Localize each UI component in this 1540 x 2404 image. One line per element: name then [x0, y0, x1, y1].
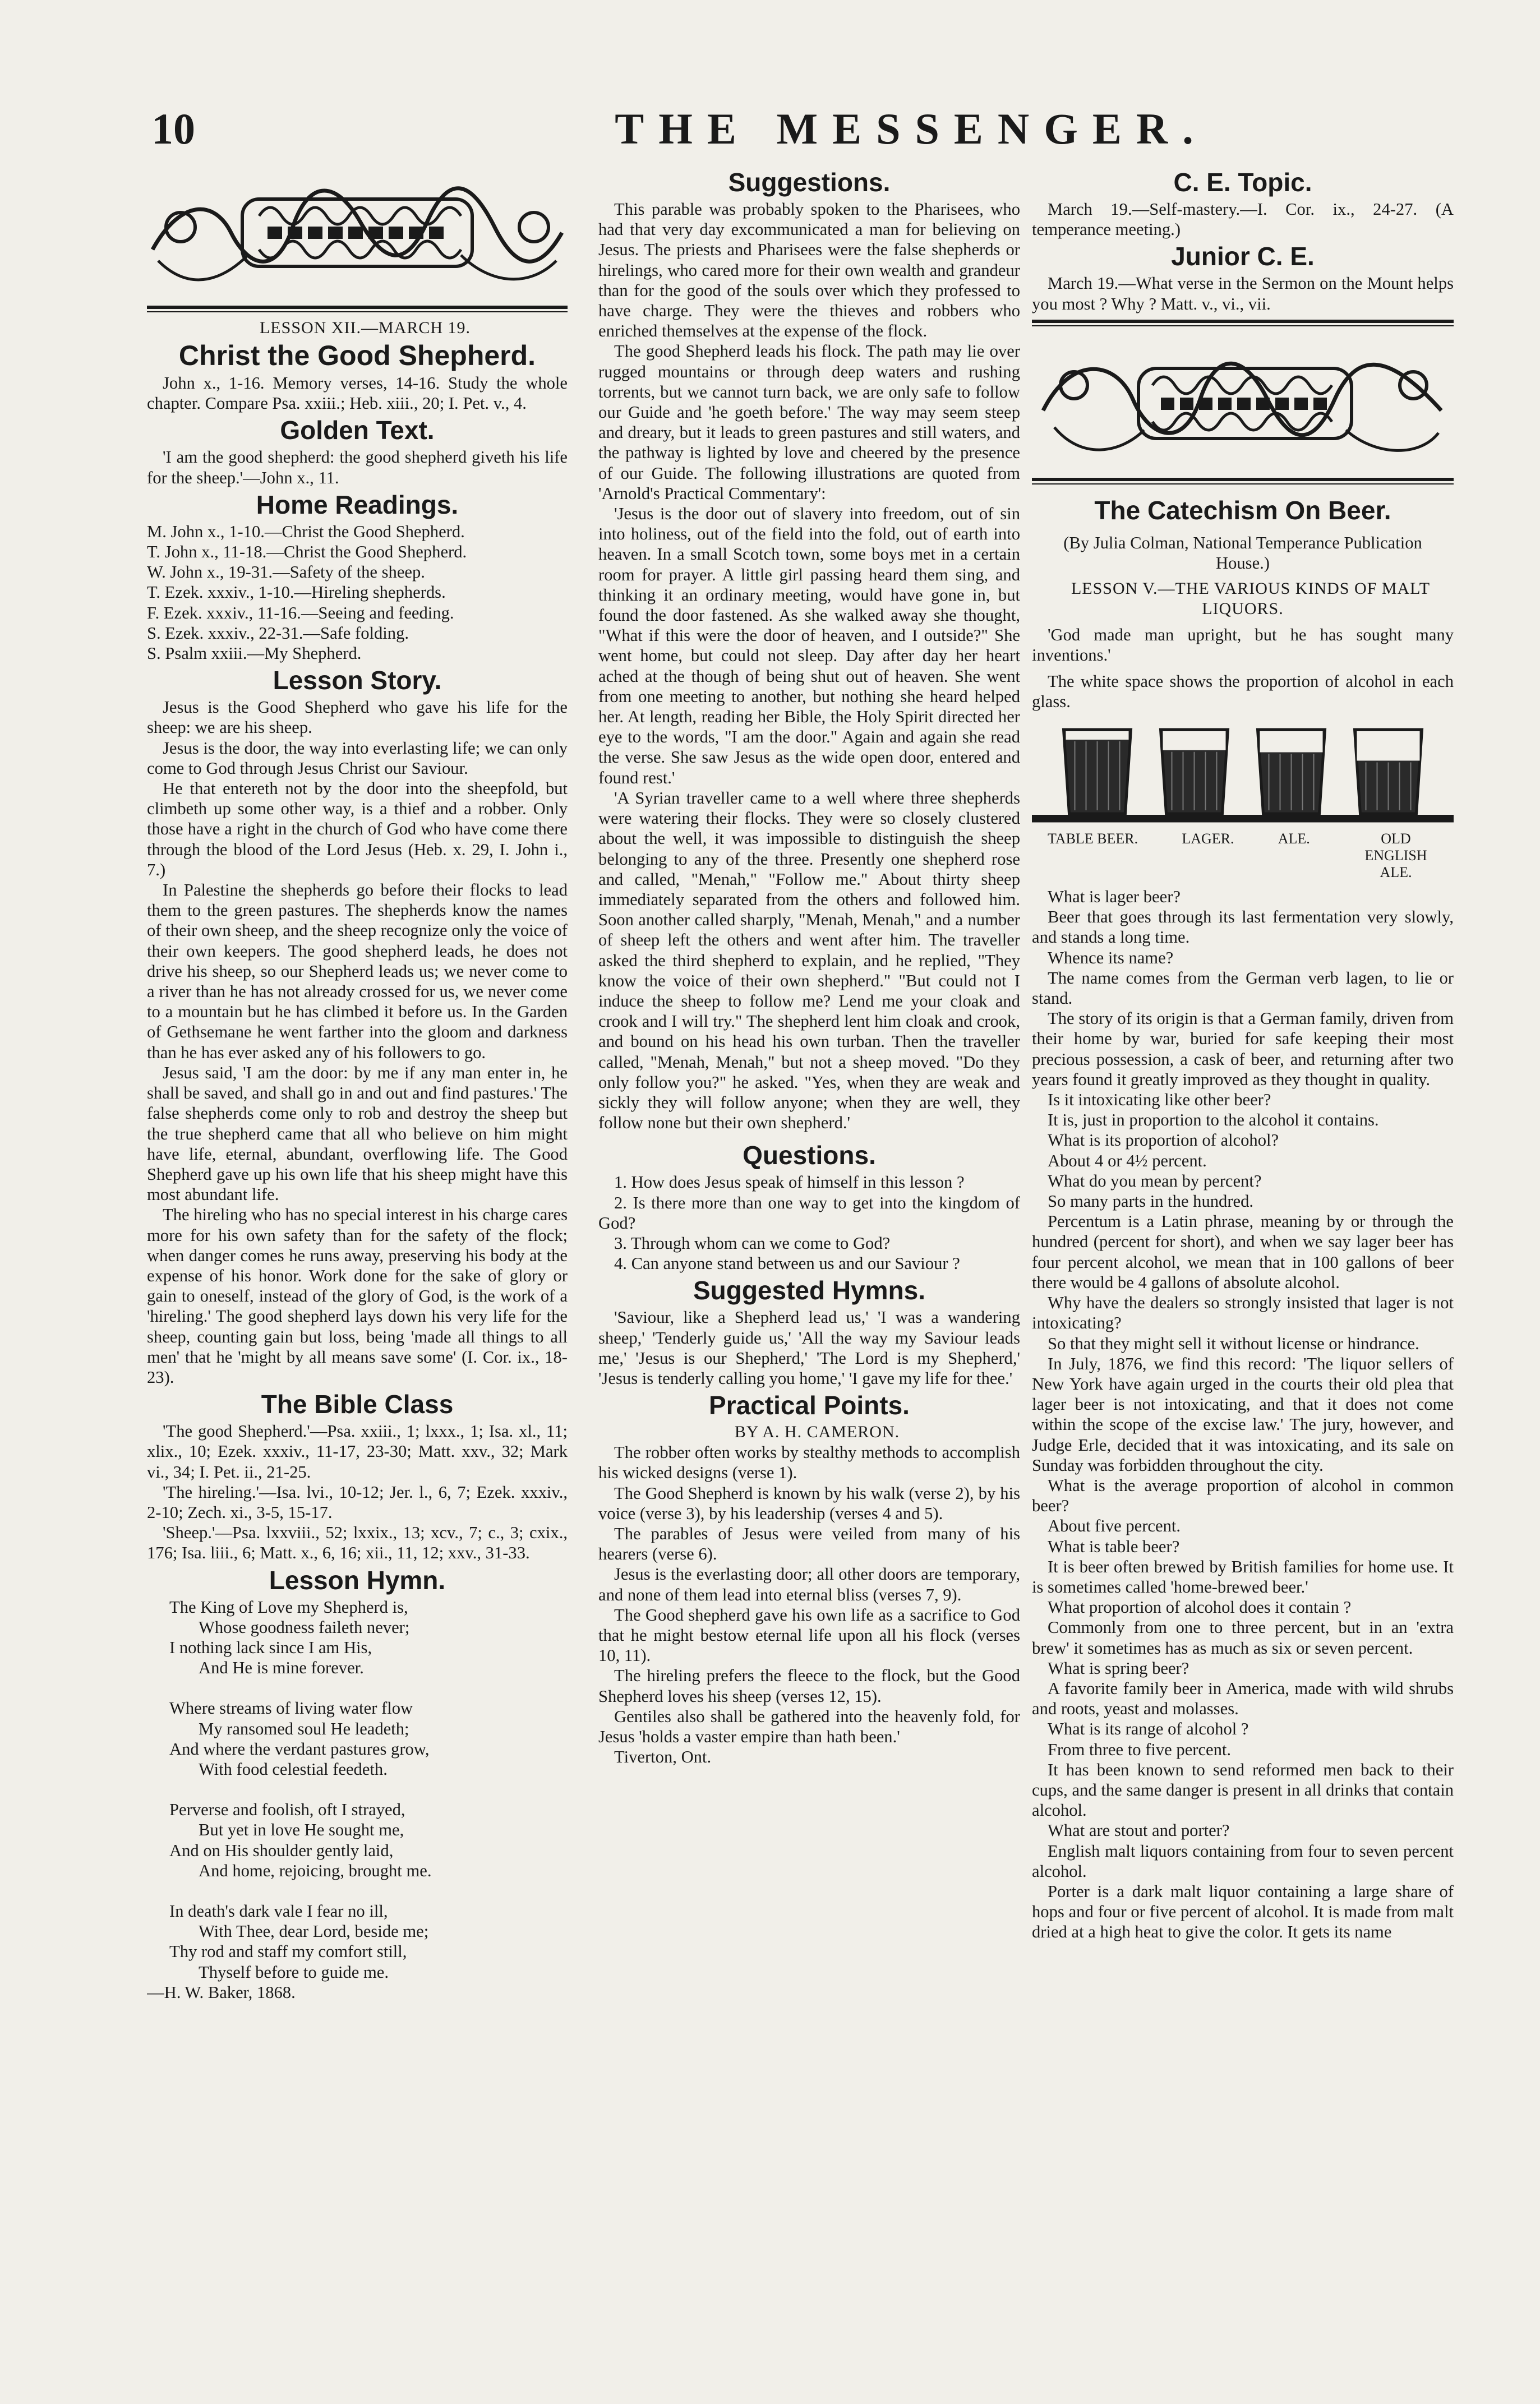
paragraph: Whence its name? — [1048, 948, 1174, 967]
glass-label: TABLE BEER. — [1048, 830, 1138, 847]
beer-glass — [1258, 730, 1325, 814]
paragraph: It is beer often brewed by British families for home use. It is sometimes called 'home-brewed beer.' — [1032, 1557, 1454, 1596]
paper-title: THE MESSENGER. — [615, 104, 1208, 153]
paragraph: Porter is a dark malt liquor containing a large share of hops and four or five percent of alcohol. It is made from malt dried at a high heat to give the color. It gets its name — [1032, 1881, 1454, 1942]
junior-ce-text: March 19.—What verse in the Sermon on the Mount helps you most ? Why ? Matt. v., vi., vii. — [1032, 274, 1454, 313]
hymn-line: In death's dark vale I fear no ill, — [169, 1902, 388, 1921]
lesson-reference: John x., 1-16. Memory verses, 14-16. Study the whole chapter. Compare Psa. xxiii.; Heb. xiii., 20; I. Pet. v., 4. — [147, 373, 568, 413]
temperance-ornament-banner — [1032, 332, 1454, 472]
paragraph: Why have the dealers so strongly insisted that lager is not intoxicating? — [1032, 1293, 1454, 1333]
paragraph: Tiverton, Ont. — [614, 1747, 712, 1767]
paragraph: The name comes from the German verb lagen, to lie or stand. — [1032, 968, 1454, 1008]
paragraph: About five percent. — [1048, 1516, 1181, 1536]
home-readings-heading: Home Readings. — [256, 490, 459, 519]
lesson-label: LESSON XII.—MARCH 19. — [259, 319, 471, 337]
catechism-quote: 'God made man upright, but he has sought many inventions.' — [1032, 625, 1454, 665]
paragraph: From three to five percent. — [1048, 1739, 1232, 1759]
paragraph: About 4 or 4½ percent. — [1048, 1151, 1207, 1170]
hymn-line: Perverse and foolish, oft I strayed, — [169, 1800, 405, 1820]
bible-class-heading: The Bible Class — [261, 1390, 454, 1419]
paragraph: A favorite family beer in America, made with wild shrubs and roots, yeast and molasses. — [1032, 1678, 1454, 1719]
list-item: T. John x., 11-18.—Christ the Good Shepherd. — [147, 542, 467, 562]
paragraph: The Good Shepherd is known by his walk (verse 2), by his voice (verse 3), by his leadership (verses 4 and 5). — [598, 1483, 1020, 1523]
paragraph: So many parts in the hundred. — [1048, 1192, 1254, 1211]
hymn-line: With Thee, dear Lord, beside me; — [199, 1922, 429, 1941]
beer-glass — [1064, 730, 1131, 814]
lesson-story-body — [147, 697, 568, 1387]
column-suggestions — [598, 165, 1020, 2324]
paragraph: This parable was probably spoken to the Pharisees, who had that very day excommunicated a man for believing on Jesus. The priests and Pharisees were the false shepherds or hirelings, who cared more for their own wealth and grandeur than for the good of the souls over which they professed to have charge. They were the thieves and robbers who enriched themselves at the expense of the flock. — [598, 200, 1020, 341]
hymn-line: Thy rod and staff my comfort still, — [169, 1942, 407, 1962]
hymn-line: And on His shoulder gently laid, — [169, 1840, 394, 1860]
junior-ce-heading: Junior C. E. — [1171, 242, 1315, 271]
suggested-hymns-heading: Suggested Hymns. — [693, 1276, 926, 1305]
hymn-line: Where streams of living water flow — [169, 1699, 413, 1718]
glass-label: ALE. — [1278, 830, 1310, 847]
hymn-line: Whose goodness faileth never; — [199, 1617, 410, 1637]
section-rule — [1032, 320, 1454, 326]
paragraph: In July, 1876, we find this record: 'The liquor sellers of New York have again urged in the courts their old plea that lager beer is not intoxicating, and that it does not come within the scope of the excise law.' The jury, however, and Judge Erle, decided that it was intoxicating, and its sale on Sunday was forbidden throughout the city. — [1032, 1354, 1454, 1475]
paragraph: It has been known to send reformed men back to their cups, and the same danger is present in all drinks that contain alcohol. — [1032, 1760, 1454, 1820]
hymn-line: I nothing lack since I am His, — [169, 1637, 372, 1657]
hymn-line: Thyself before to guide me. — [199, 1962, 389, 1982]
catechism-byline: (By Julia Colman, National Temperance Publication House.) — [1063, 533, 1422, 573]
home-readings-list — [147, 522, 568, 663]
golden-text: 'I am the good shepherd: the good shepherd giveth his life for the sheep.'—John x., 11. — [147, 447, 568, 487]
hymn-line: The King of Love my Shepherd is, — [169, 1597, 408, 1617]
questions-list — [598, 1172, 1020, 1273]
alcohol-white-space — [1066, 731, 1129, 740]
suggestions-heading: Suggestions. — [728, 168, 891, 197]
hymn-line — [169, 1881, 568, 1901]
catechism-lesson: LESSON V.—THE VARIOUS KINDS OF MALT LIQUORS. — [1071, 579, 1431, 619]
bible-class-body — [147, 1421, 568, 1563]
paragraph: Jesus said, 'I am the door: by me if any man enter in, he shall be saved, and shall go in and out and find pastures.' The false shepherds come only to rob and destroy the sheep but the true shepherd came that all who believe on him might have life, eternal, abundant, overflowing life. The Good Shepherd gave up his own life that his sheep might have this most abundant life. — [147, 1063, 568, 1205]
ce-topic-text: March 19.—Self-mastery.—I. Cor. ix., 24-27. (A temperance meeting.) — [1032, 200, 1454, 239]
sunday-school-ornament-banner — [147, 165, 568, 300]
paragraph: Beer that goes through its last fermentation very slowly, and stands a long time. — [1032, 907, 1454, 947]
paragraph: 'Jesus is the door out of slavery into freedom, out of sin into holiness, out of the field into the fold, out of earth into heaven. In a small Scotch town, some boys met in a certain room for prayer. A little girl passing heard them sing, and thinking it an ordinary meeting, would have gone in, but found the door fastened. As she walked away she thought, "What if this were the door of heaven, and I outside?" She went home, but could not sleep. Day after day her heart ached at the though of being shut out of heaven. She went from one meeting to another, but nothing she heard helped her. At length, reading her Bible, the Holy Spirit directed her eye to the words, "I am the door." Again and again she read the verse. She saw Jesus as the wide open door, entered and found rest.' — [598, 504, 1020, 787]
paragraph: It is, just in proportion to the alcohol it contains. — [1048, 1110, 1379, 1130]
glass-labels — [1032, 830, 1454, 881]
list-item: S. Psalm xxiii.—My Shepherd. — [147, 644, 362, 663]
list-item: F. Ezek. xxxiv., 11-16.—Seeing and feeding. — [147, 603, 454, 622]
glass-label: LAGER. — [1182, 830, 1234, 847]
paragraph: The story of its origin is that a German family, driven from their home by war, buried for safe keeping their most precious possession, a cask of beer, and returning after two years found it greatly improved as they thought in quality. — [1032, 1009, 1454, 1089]
paragraph: Jesus is the everlasting door; all other doors are temporary, and none of them lead into eternal bliss (verses 7, 9). — [598, 1565, 1020, 1604]
paragraph: Commonly from one to three percent, but in an 'extra brew' it sometimes has as much as six or seven percent. — [1032, 1618, 1454, 1658]
glass-label: OLD ENGLISH ALE. — [1364, 830, 1427, 881]
column-sunday-school — [147, 165, 568, 2313]
paragraph: What do you mean by percent? — [1048, 1171, 1262, 1191]
list-item: 2. Is there more than one way to get into the kingdom of God? — [598, 1193, 1020, 1233]
alcohol-white-space — [1357, 731, 1420, 761]
paragraph: What is its proportion of alcohol? — [1048, 1131, 1279, 1150]
beer-glass — [1355, 730, 1422, 814]
practical-points-body — [598, 1442, 1020, 1767]
paragraph: The parables of Jesus were veiled from many of his hearers (verse 6). — [598, 1524, 1020, 1564]
paragraph: What is spring beer? — [1048, 1658, 1189, 1678]
paragraph: Is it intoxicating like other beer? — [1048, 1090, 1271, 1110]
section-rule — [1032, 478, 1454, 485]
catechism-white-space-note: The white space shows the proportion of alcohol in each glass. — [1032, 671, 1454, 711]
paragraph: The robber often works by stealthy methods to accomplish his wicked designs (verse 1). — [598, 1443, 1020, 1483]
paragraph: English malt liquors containing from four to seven percent alcohol. — [1032, 1841, 1454, 1881]
golden-text-heading: Golden Text. — [280, 416, 435, 445]
paragraph: Percentum is a Latin phrase, meaning by or through the hundred (percent for short), and when we say lager beer has four percent alcohol, we mean that in 100 gallons of beer there would be 4 gallons of absolute alcohol. — [1032, 1212, 1454, 1292]
paragraph: So that they might sell it without license or hindrance. — [1048, 1333, 1419, 1353]
suggested-hymns-text: 'Saviour, like a Shepherd lead us,' 'I was a wandering sheep,' 'Tenderly guide us,' 'All the way my Saviour leads me,' 'Jesus is our Shepherd,' 'The Lord is my Shepherd,' 'Jesus is tenderly calling you home,' 'I gave my life for thee.' — [598, 1308, 1020, 1388]
ce-topic-heading: C. E. Topic. — [1173, 168, 1312, 197]
paragraph: 'A Syrian traveller came to a well where three shepherds were watering their flocks. They were so closely clustered about the well, it was impossible to distinguish the sheep belonging to any of the three. Presently one shepherd rose and called, "Menah," "Follow me." About thirty sheep immediately separated from the others and followed him. Soon another called sharply, "Menah, Menah," and a number of sheep left the others and went after him. The traveller asked the third shepherd to explain, and he replied, "They know the voice of their own shepherd." "But could not I induce the sheep to follow me? Lend me your cloak and crook and I will try." The shepherd lent him cloak and crook, and bound on his head his own turban. Then the traveller called, "Menah, Menah," but not a sheep moved. "Do they only follow you?" he asked. "Yes, when they are weak and sickly they will follow anyone; when they are well, they follow none but their own shepherd.' — [598, 788, 1020, 1133]
hymn-line — [169, 1678, 568, 1698]
lesson-hymn-heading: Lesson Hymn. — [269, 1565, 446, 1595]
paragraph: The Good shepherd gave his own life as a sacrifice to God that he might bestow eternal life upon all his flock (verses 10, 11). — [598, 1605, 1020, 1665]
paragraph: He that entereth not by the door into the sheepfold, but climbeth up some other way, is a thief and a robber. Only those have a right in the church of God who have come there through the blood of the Lord Jesus (Heb. x. 29, I. John i., 7.) — [147, 779, 568, 879]
paragraph: Jesus is the Good Shepherd who gave his life for the sheep: we are his sheep. — [147, 698, 568, 737]
paragraph: What is lager beer? — [1048, 887, 1181, 907]
paragraph: 'Sheep.'—Psa. lxxviii., 52; lxxix., 13; xcv., 7; c., 3; cxix., 176; Isa. liii., 6; Matt. x., 6, 16; xii., 11, 12; xxv., 31-33. — [147, 1523, 568, 1563]
paragraph: In Palestine the shepherds go before their flocks to lead them to the green pastures. The shepherds know the names of their own sheep, and the sheep recognize only the voice of their own keepers. The good shepherd leads, he does not drive his sheep, so our Shepherd leads us; we never come to a river than he has not already crossed for us, we never come to a mountain but he has climbed it before us. In the Garden of Gethsemane he went farther into the gloom and darkness than he has ever asked any of his followers to go. — [147, 880, 568, 1062]
paragraph: The hireling who has no special interest in his charge cares more for his own safety than for the safety of the flock; when danger comes he runs away, preserving his body at the expense of his honor. Work done for the sake of glory or gain to oneself, instead of the glory of God, is the work of a 'hireling.' The good shepherd lays down his very life for the sheep, counting gain but loss, being 'made all things to all men' that he 'might by all means save some' (I. Cor. ix., 18-23). — [147, 1205, 568, 1387]
page-number: 10 — [151, 104, 195, 153]
beer-glasses-illustration — [1032, 718, 1454, 830]
section-rule — [147, 306, 568, 312]
hymn-line: With food celestial feedeth. — [199, 1759, 388, 1779]
practical-points-heading: Practical Points. — [709, 1391, 910, 1420]
suggestions-body — [598, 199, 1020, 1133]
paragraph: The good Shepherd leads his flock. The path may lie over rugged mountains or through deep waters and rushing torrents, but we cannot turn back, we are only safe to follow our Guide and 'he goeth before.' The way may seem steep and dreary, but it leads to green pastures and still waters, and the pathway is lighted by love and cheered by the presence of our Guide. The following illustrations are quoted from 'Arnold's Practical Commentary': — [598, 342, 1020, 503]
paragraph: The hireling prefers the fleece to the flock, but the Good Shepherd loves his sheep (verses 12, 15). — [598, 1666, 1020, 1706]
paragraph: 'The hireling.'—Isa. lvi., 10-12; Jer. l., 6, 7; Ezek. xxxiv., 2-10; Zech. xi., 3-5, 15-17. — [147, 1482, 568, 1522]
paragraph: What is table beer? — [1048, 1536, 1180, 1556]
paragraph: Jesus is the door, the way into everlasting life; we can only come to God through Jesus Christ our Saviour. — [147, 738, 568, 778]
masthead — [151, 104, 1458, 165]
list-item: T. Ezek. xxxiv., 1-10.—Hireling shepherds. — [147, 583, 446, 602]
lesson-story-heading: Lesson Story. — [273, 666, 442, 695]
list-item: S. Ezek. xxxiv., 22-31.—Safe folding. — [147, 623, 409, 643]
hymn-line: And home, rejoicing, brought me. — [199, 1861, 432, 1880]
practical-points-byline: BY A. H. CAMERON. — [734, 1423, 900, 1442]
hymn-author: —H. W. Baker, 1868. — [147, 1982, 296, 2002]
hymn-line — [169, 1779, 568, 1799]
beer-glass — [1161, 730, 1228, 814]
list-item: M. John x., 1-10.—Christ the Good Shepherd. — [147, 522, 465, 541]
hymn-line: And He is mine forever. — [199, 1658, 364, 1678]
paragraph: What is its range of alcohol ? — [1048, 1719, 1249, 1739]
hymn-line: But yet in love He sought me, — [199, 1820, 404, 1840]
list-item: 1. How does Jesus speak of himself in this lesson ? — [614, 1173, 965, 1192]
paragraph: What are stout and porter? — [1048, 1821, 1230, 1840]
catechism-body — [1032, 887, 1454, 1942]
hymn-line: My ransomed soul He leadeth; — [199, 1719, 409, 1738]
alcohol-white-space — [1260, 731, 1323, 753]
catechism-heading: The Catechism On Beer. — [1094, 495, 1391, 525]
questions-heading: Questions. — [743, 1141, 876, 1170]
list-item: 3. Through whom can we come to God? — [614, 1233, 891, 1253]
list-item: 4. Can anyone stand between us and our Saviour ? — [614, 1254, 960, 1273]
paragraph: Gentiles also shall be gathered into the heavenly fold, for Jesus 'holds a vaster empire than hath been.' — [598, 1706, 1020, 1747]
lesson-hymn — [147, 1597, 568, 1982]
lesson-title: Christ the Good Shepherd. — [178, 340, 536, 371]
paragraph: 'The good Shepherd.'—Psa. xxiii., 1; lxxx., 1; Isa. xl., 11; xlix., 10; Ezek. xxxiv., 11-17, 23-30; Matt. xxv., 32; Mark vi., 34; I. Pet. ii., 21-25. — [147, 1422, 568, 1482]
alcohol-white-space — [1163, 731, 1226, 750]
list-item: W. John x., 19-31.—Safety of the sheep. — [147, 562, 425, 582]
paragraph: What proportion of alcohol does it contain ? — [1048, 1598, 1352, 1617]
column-temperance — [1032, 165, 1454, 2324]
hymn-line: And where the verdant pastures grow, — [169, 1739, 430, 1759]
paragraph: What is the average proportion of alcohol in common beer? — [1032, 1475, 1454, 1516]
